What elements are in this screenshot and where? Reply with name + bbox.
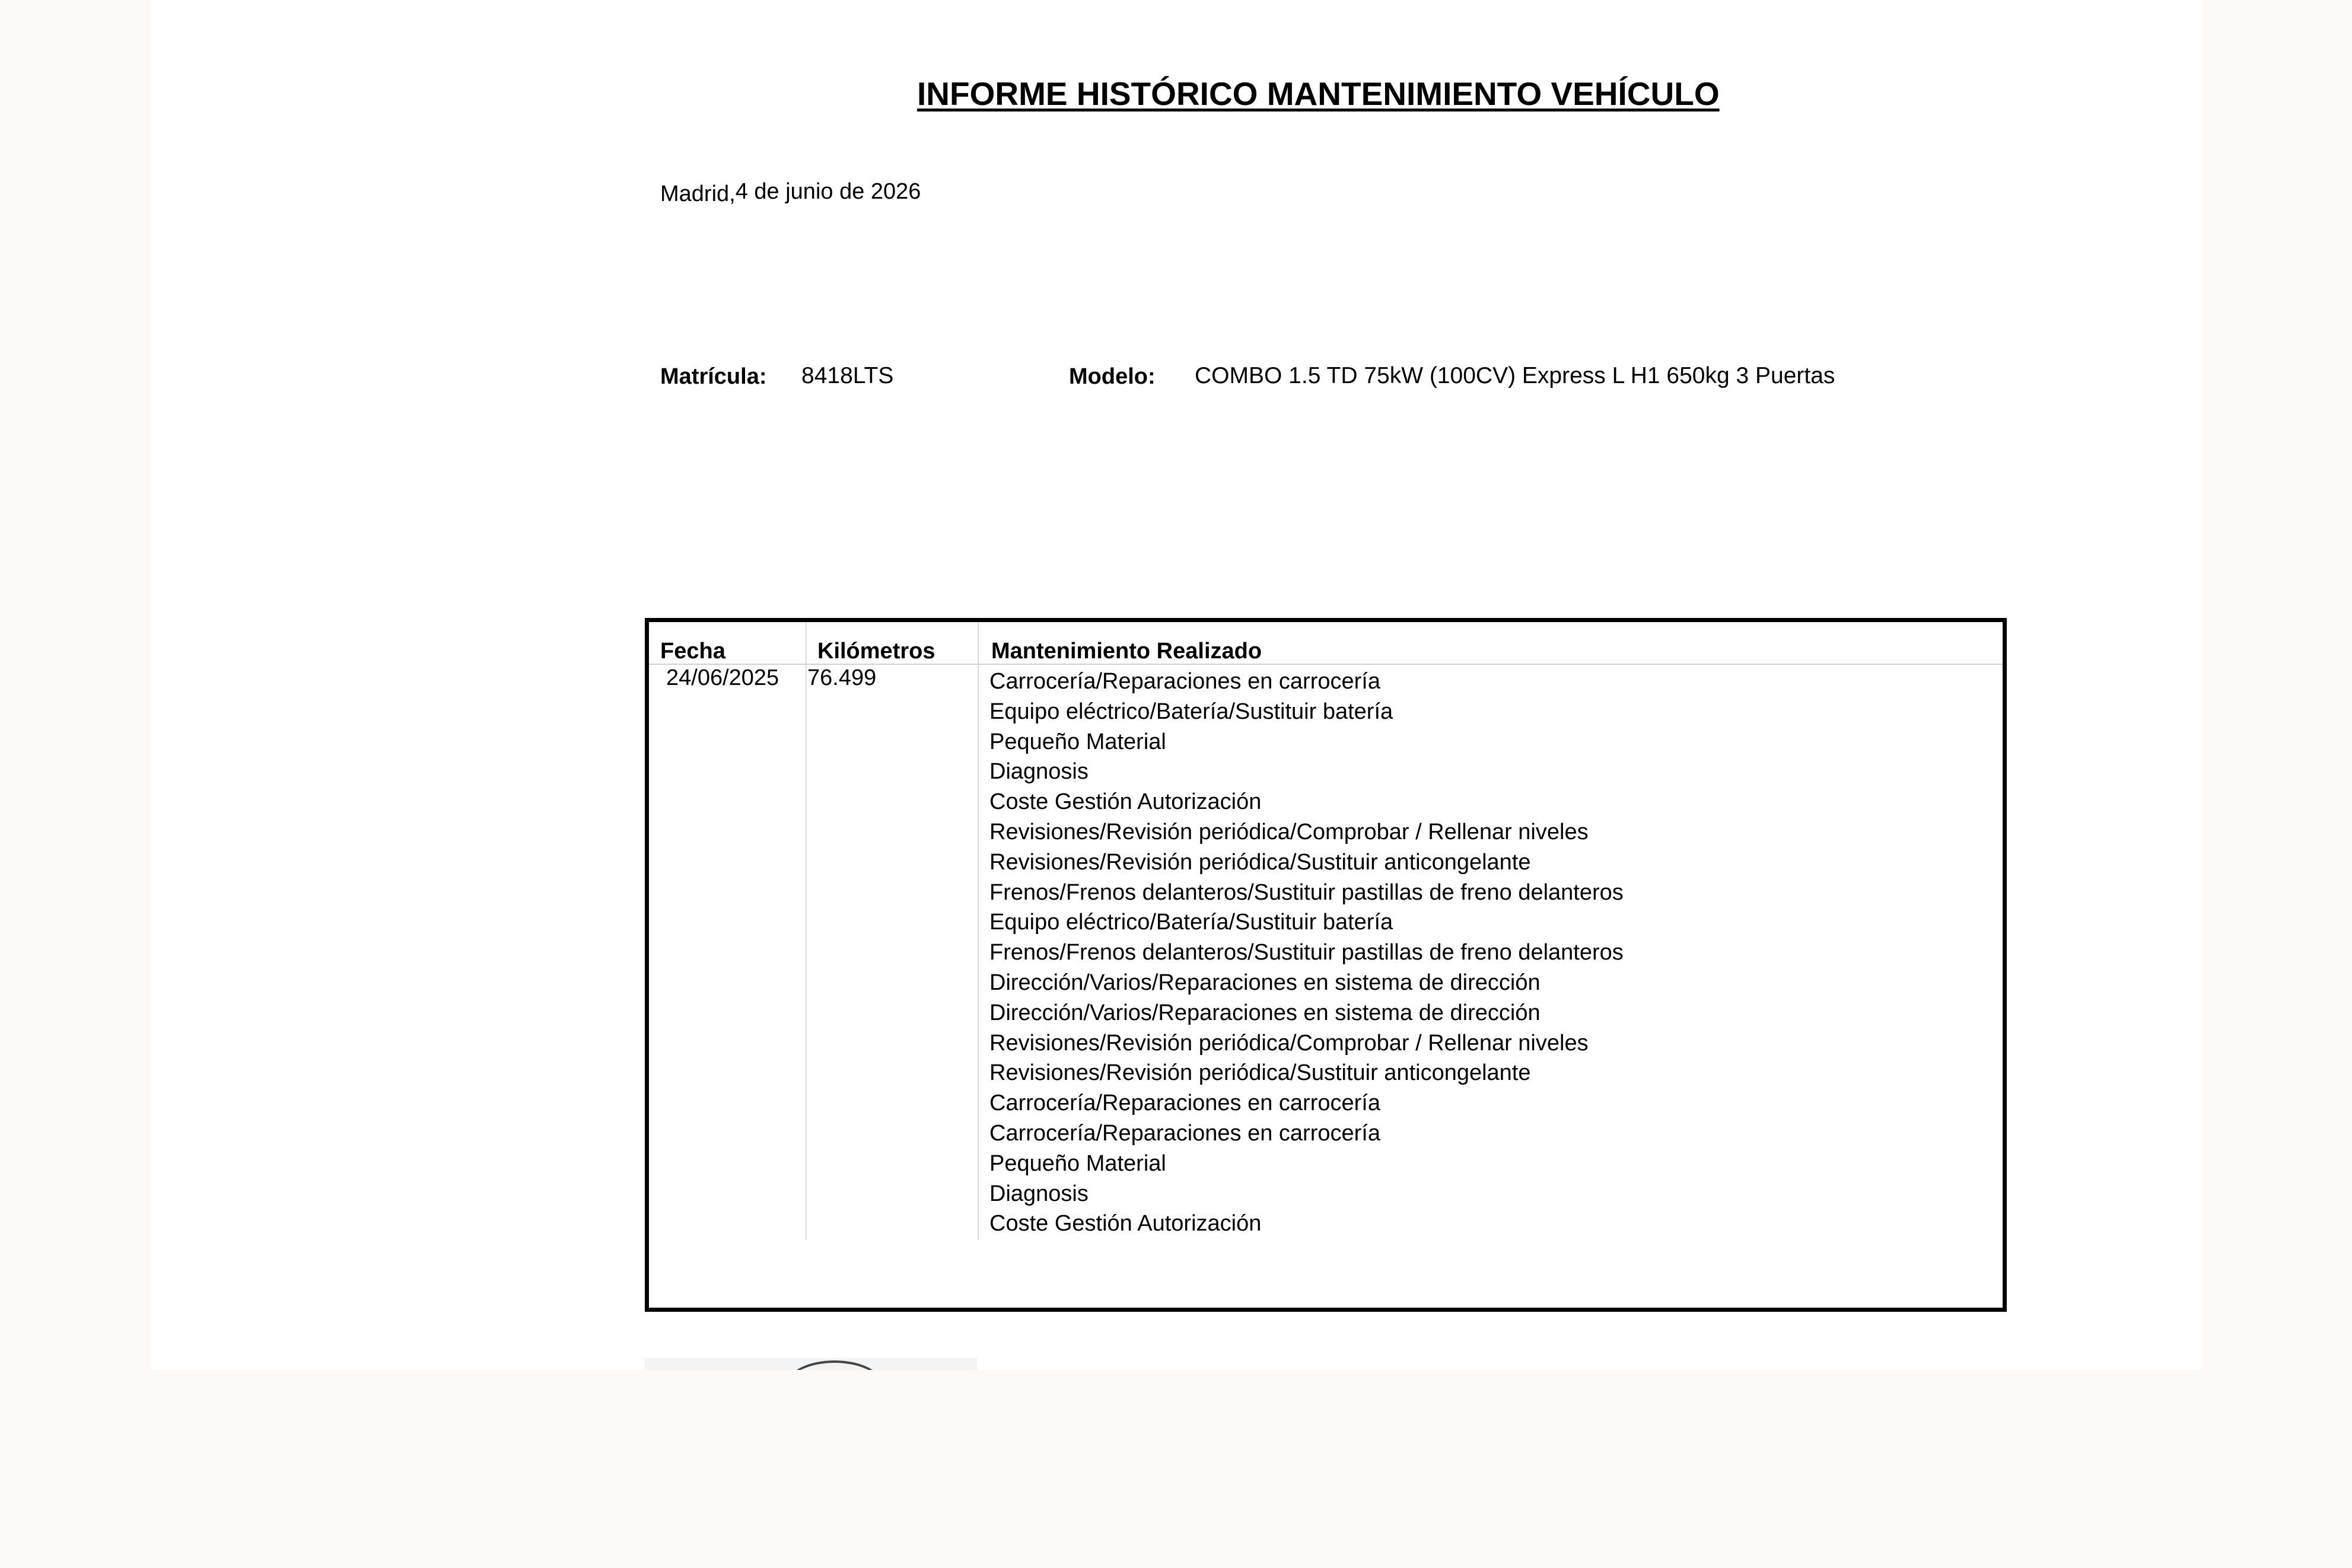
place: Madrid, bbox=[660, 181, 736, 206]
column-divider-2 bbox=[978, 622, 979, 1240]
list-item: Equipo eléctrico/Batería/Sustituir batería bbox=[989, 910, 1393, 935]
list-item: Equipo eléctrico/Batería/Sustituir batería bbox=[989, 699, 1393, 724]
report-date: 4 de junio de 2026 bbox=[735, 179, 921, 204]
list-item: Carrocería/Reparaciones en carrocería bbox=[989, 1120, 1380, 1146]
stamp-seal-icon bbox=[787, 1360, 882, 1370]
plate-label: Matrícula: bbox=[660, 364, 767, 389]
list-item: Revisiones/Revisión periódica/Comprobar / Rellenar niveles bbox=[989, 1030, 1589, 1056]
list-item: Carrocería/Reparaciones en carrocería bbox=[989, 1091, 1380, 1116]
place-date bbox=[660, 181, 921, 207]
maintenance-items bbox=[989, 667, 1624, 1239]
model-label: Modelo: bbox=[1069, 364, 1156, 389]
list-item: Revisiones/Revisión periódica/Sustituir anticongelante bbox=[989, 1060, 1531, 1086]
report-title: INFORME HISTÓRICO MANTENIMIENTO VEHÍCULO bbox=[917, 75, 1720, 112]
plate-value: 8418LTS bbox=[801, 363, 894, 388]
list-item: Dirección/Varios/Reparaciones en sistema de dirección bbox=[989, 1000, 1541, 1025]
list-item: Dirección/Varios/Reparaciones en sistema de dirección bbox=[989, 970, 1541, 995]
list-item: Carrocería/Reparaciones en carrocería bbox=[989, 669, 1380, 694]
list-item: Revisiones/Revisión periódica/Comprobar / Rellenar niveles bbox=[989, 819, 1589, 844]
stamp-fragment bbox=[645, 1358, 977, 1370]
column-divider-1 bbox=[806, 622, 807, 1240]
maintenance-table bbox=[645, 618, 2007, 1312]
list-item: Frenos/Frenos delanteros/Sustituir pastillas de freno delanteros bbox=[989, 879, 1624, 905]
list-item: Frenos/Frenos delanteros/Sustituir pastillas de freno delanteros bbox=[989, 940, 1624, 965]
row-km: 76.499 bbox=[807, 665, 877, 690]
header-fecha: Fecha bbox=[660, 639, 725, 664]
header-mantenimiento: Mantenimiento Realizado bbox=[991, 639, 1262, 664]
list-item: Revisiones/Revisión periódica/Sustituir anticongelante bbox=[989, 849, 1531, 875]
list-item: Diagnosis bbox=[989, 1181, 1089, 1206]
list-item: Coste Gestión Autorización bbox=[989, 789, 1262, 815]
header-kilometros: Kilómetros bbox=[817, 639, 935, 664]
document-page bbox=[150, 0, 2202, 1370]
row-fecha: 24/06/2025 bbox=[666, 665, 779, 690]
header-divider bbox=[649, 664, 2003, 665]
list-item: Diagnosis bbox=[989, 759, 1089, 785]
model-value: COMBO 1.5 TD 75kW (100CV) Express L H1 650kg 3 Puertas bbox=[1195, 363, 1835, 388]
list-item: Pequeño Material bbox=[989, 729, 1166, 754]
list-item: Coste Gestión Autorización bbox=[989, 1211, 1262, 1236]
list-item: Pequeño Material bbox=[989, 1150, 1166, 1176]
